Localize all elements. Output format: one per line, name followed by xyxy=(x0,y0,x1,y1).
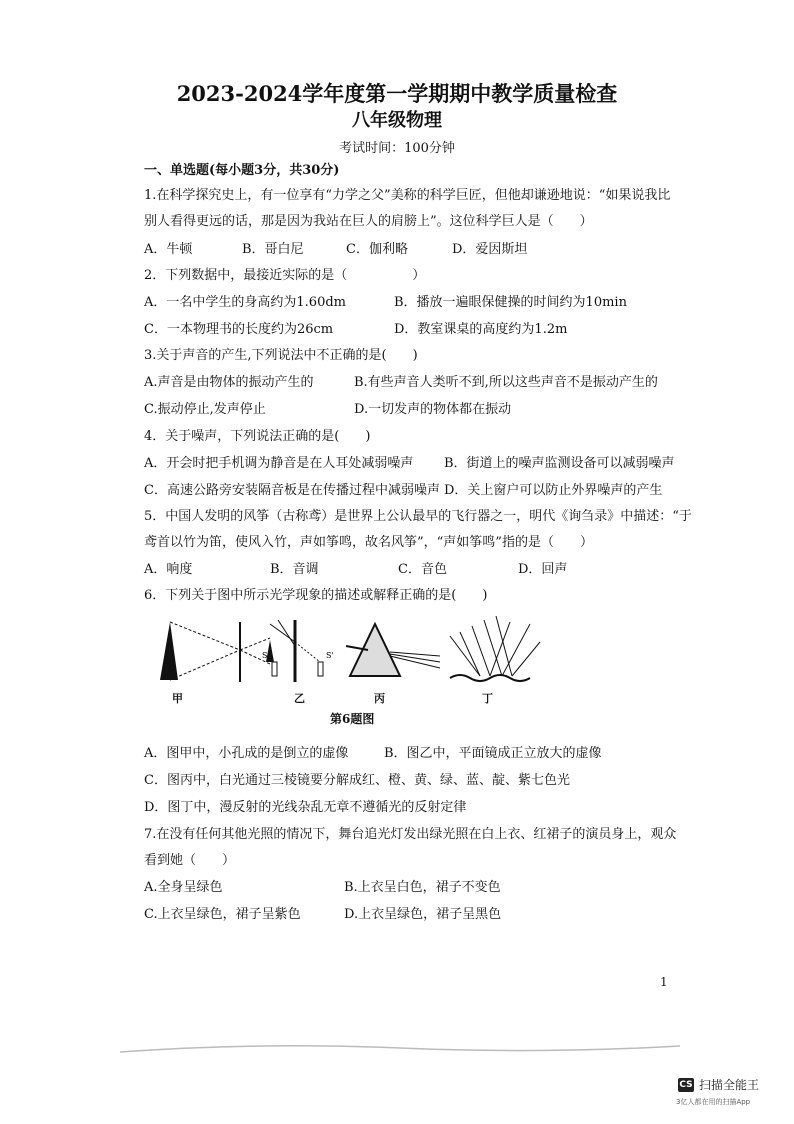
fig-label-s-prime: S' xyxy=(326,651,334,660)
q7-option-b: B.上衣呈白色，裙子不变色 xyxy=(344,880,501,895)
q6-option-a: A．图甲中，小孔成的是倒立的虚像 xyxy=(144,746,349,761)
scanner-name: 扫描全能王 xyxy=(699,1078,760,1092)
fig-label-bing: 丙 xyxy=(374,692,385,705)
q4-option-b: B．街道上的噪声监测设备可以减弱噪声 xyxy=(444,456,675,471)
q4-option-a: A．开会时把手机调为静音是在人耳处减弱噪声 xyxy=(144,456,414,471)
q5-option-d: D．回声 xyxy=(518,562,568,577)
page-edge-shadow xyxy=(120,1040,680,1056)
q1-stem-line1: 1.在科学探究史上，有一位享有“力学之父”美称的科学巨匠，但他却谦逊地说：“如果说我比 xyxy=(144,188,671,203)
exam-title: 2023-2024学年度第一学期期中教学质量检查 xyxy=(176,81,618,106)
fig-prism xyxy=(346,624,440,676)
q7-option-a: A.全身呈绿色 xyxy=(144,880,223,895)
fig-label-s: S xyxy=(262,651,268,660)
q5-option-c: C．音色 xyxy=(398,562,447,577)
q5-stem-line2: 鸢首以竹为笛，使风入竹，声如筝鸣，故名风筝”，“声如筝鸣”指的是（ ） xyxy=(144,535,593,550)
q7-option-c: C.上衣呈绿色，裙子呈紫色 xyxy=(144,907,301,922)
q6-option-b: B．图乙中，平面镜成正立放大的虚像 xyxy=(384,746,602,761)
q2-option-b: B．播放一遍眼保健操的时间约为10min xyxy=(394,295,627,310)
q1-option-a: A．牛顿 xyxy=(144,242,193,257)
q1-option-d: D．爱因斯坦 xyxy=(452,242,528,257)
q3-stem: 3.关于声音的产生,下列说法中不正确的是( ) xyxy=(144,348,418,363)
exam-subtitle: 八年级物理 xyxy=(352,110,442,131)
q1-option-b: B．哥白尼 xyxy=(242,242,304,257)
q7-stem-line2: 看到她（ ） xyxy=(144,853,236,868)
q1-stem-line2: 别人看得更远的话，那是因为我站在巨人的肩膀上”。这位科学巨人是（ ） xyxy=(144,214,593,229)
scanner-logo-icon: CS xyxy=(679,1079,693,1090)
fig-caption: 第6题图 xyxy=(330,712,375,726)
q6-stem: 6．下列关于图中所示光学现象的描述或解释正确的是( ) xyxy=(144,588,488,603)
q4-option-d: D．关上窗户可以防止外界噪声的产生 xyxy=(444,483,663,498)
q2-stem: 2．下列数据中，最接近实际的是（ ） xyxy=(144,268,426,283)
q6-option-a-wrap xyxy=(144,745,348,763)
q6-option-d: D．图丁中，漫反射的光线杂乱无章不遵循光的反射定律 xyxy=(144,800,467,815)
q6-figure xyxy=(150,612,570,692)
q5-option-a: A．响度 xyxy=(144,562,193,577)
fig-diffuse-reflection xyxy=(450,616,540,681)
q3-option-a: A.声音是由物体的振动产生的 xyxy=(144,375,314,390)
q3-option-c: C.振动停止,发声停止 xyxy=(144,402,266,417)
q1-option-c: C．伽利略 xyxy=(346,242,408,257)
q4-stem: 4．关于噪声，下列说法正确的是( ) xyxy=(144,429,371,444)
q7-option-d: D.上衣呈绿色，裙子呈黑色 xyxy=(344,907,502,922)
q2-option-c: C．一本物理书的长度约为26cm xyxy=(144,322,334,337)
fig-pinhole xyxy=(160,622,274,682)
page-number: 1 xyxy=(660,975,668,989)
fig-label-jia: 甲 xyxy=(172,692,183,705)
scanner-tagline: 3亿人都在用的扫描App xyxy=(676,1098,751,1106)
scanner-watermark xyxy=(678,1076,759,1093)
q3-option-d: D.一切发声的物体都在振动 xyxy=(354,402,512,417)
q2-option-a: A．一名中学生的身高约为1.60dm xyxy=(144,295,346,310)
section-heading: 一、单选题(每小题3分，共30分) xyxy=(144,163,340,178)
fig-label-ding: 丁 xyxy=(482,692,493,705)
fig-label-yi: 乙 xyxy=(294,692,305,705)
q7-stem-line1: 7.在没有任何其他光照的情况下，舞台追光灯发出绿光照在白上衣、红裙子的演员身上，观众 xyxy=(144,827,677,842)
q5-option-b: B．音调 xyxy=(270,562,319,577)
q4-option-c: C．高速公路旁安装隔音板是在传播过程中减弱噪声 xyxy=(144,483,440,498)
fig-plane-mirror xyxy=(262,620,334,682)
exam-time: 考试时间：100分钟 xyxy=(339,141,455,156)
q6-option-c: C．图丙中，白光通过三棱镜要分解成红、橙、黄、绿、蓝、靛、紫七色光 xyxy=(144,773,570,788)
q5-stem-line1: 5．中国人发明的风筝（古称鸢）是世界上公认最早的飞行器之一，明代《询刍录》中描述：“于 xyxy=(144,509,692,524)
q2-option-d: D．教室课桌的高度约为1.2m xyxy=(394,322,568,337)
q3-option-b: B.有些声音人类听不到,所以这些声音不是振动产生的 xyxy=(354,375,658,390)
